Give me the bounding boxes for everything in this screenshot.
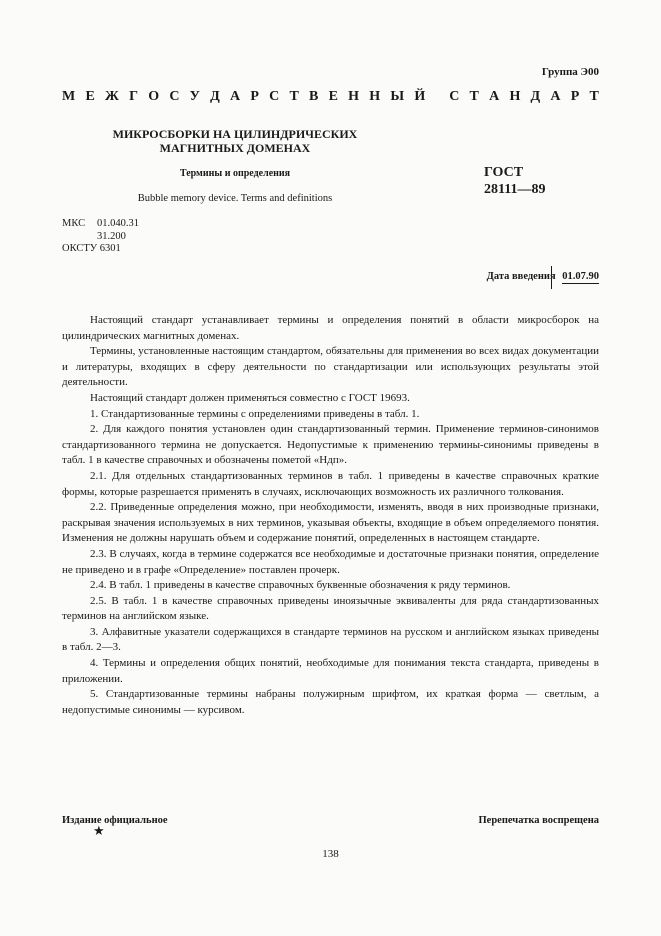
series-title-letter: Д [530,89,541,104]
series-title-letter: Й [414,89,426,104]
classifier-codes [62,218,139,256]
title-line-2: МАГНИТНЫХ ДОМЕНАХ [159,141,311,155]
series-title-letter [435,89,439,105]
series-title-letter: С [449,89,460,104]
series-title-letter: Е [328,89,338,104]
body-paragraph: 2.3. В случаях, когда в термине содержатся все необходимые и достаточные признаки понятия, определение не приведено и в графе «Определение» поставлен прочерк. [62,547,599,576]
english-title: Bubble memory device. Terms and definitions [137,193,333,204]
reprint-notice: Перепечатка воспрещена [478,815,599,826]
classifier-value: ОКСТУ 6301 [62,243,121,254]
body-paragraph: Термины, установленные настоящим стандартом, обязательны для применения во всех видах документации и литературы, входящих в сферу деятельности по стандартизации или использующих результаты этой деятельности. [62,345,599,389]
gost-number: 28111—89 [484,182,546,197]
classifier-key [62,231,97,244]
series-title-letter: Н [348,89,360,104]
classifier-key: МКС [62,218,86,229]
body-paragraph: 3. Алфавитные указатели содержащихся в стандарте терминов на русском и английском языках приведены в табл. 2—3. [62,625,599,654]
series-title-letter: Ж [105,89,119,104]
series-title-letter: Т [469,89,479,104]
body-paragraph: Настоящий стандарт должен применяться совместно с ГОСТ 19693. [90,391,410,404]
series-title-letter: Р [570,89,580,104]
page-number: 138 [322,848,339,860]
series-title-letter: Т [289,89,299,104]
classifier-row [62,218,139,231]
gost-label: ГОСТ [484,165,524,180]
series-title-letter: А [230,89,241,104]
series-title [62,89,599,105]
edition-label: Издание официальное [62,815,168,826]
series-title-letter: О [148,89,160,104]
series-title-letter: А [550,89,561,104]
body-paragraph: 2.4. В табл. 1 приведены в качестве справочных буквенные обозначения к ряду терминов. [90,579,511,592]
body-paragraph: 5. Стандартизованные термины набраны полужирным шрифтом, их краткая форма — светлым, а недопустимые синонимы — курсивом. [62,688,599,716]
star-icon: ★ [93,823,105,838]
series-title-letter: Т [589,89,599,104]
series-title-letter: Р [250,89,259,104]
series-title-letter: С [269,89,280,104]
classifier-row [62,243,139,256]
classifier-value: 01.040.31 [97,218,139,229]
body-text [62,313,599,718]
document-title [110,127,360,155]
series-title-letter: М [62,89,76,104]
body-paragraph: 4. Термины и определения общих понятий, необходимые для понимания текста стандарта, приведены в приложении. [62,657,599,685]
series-title-letter: А [489,89,500,104]
document-subtitle: Термины и определения [179,168,291,179]
classifier-value: 31.200 [97,230,126,242]
classifier-row [62,231,139,244]
series-title-letter: Н [509,89,521,104]
effective-date-label: Дата введения [486,271,556,282]
group-label: Группа Э00 [541,66,599,78]
body-paragraph: Настоящий стандарт устанавливает термины и определения понятий в области микросборок на цилиндрических магнитных доменах. [62,314,599,342]
body-paragraph: 2.2. Приведенные определения можно, при необходимости, изменять, вводя в них производные признаки, раскрывая значения используемых в них терминов, указывая объекты, входящие в объем определяемого понятия. Изменения не должны нарушать объем и содержание понятий, определенных в настоящем стандарте. [62,501,599,545]
effective-date-value: 01.07.90 [562,271,599,282]
series-title-letter: Е [85,89,95,104]
body-paragraph: 2.5. В табл. 1 в качестве справочных приведены иноязычные эквиваленты для ряда стандартизованных терминов на английском языке. [62,594,599,623]
body-paragraph: 1. Стандартизованные термины с определениями приведены в табл. 1. [90,407,420,420]
series-title-letter: С [169,89,180,104]
effective-date-block [487,271,599,282]
series-title-letter: Н [369,89,381,104]
series-title-letter: У [189,89,200,104]
body-paragraph: 2.1. Для отдельных стандартизованных терминов в табл. 1 приведены в качестве справочных краткие формы, которые разрешается применять в случаях, исключающих возможность их различного толкования. [62,469,599,498]
series-title-letter: Ы [390,89,405,104]
series-title-letter: В [309,89,319,104]
series-title-letter: Д [210,89,220,104]
series-title-letter: Г [129,89,138,104]
body-paragraph: 2. Для каждого понятия установлен один стандартизованный термин. Применение терминов-синонимов стандартизованного термина не допускается. Недопустимые к применению термины-синонимы приведены в табл. 1 в качестве справочных и обозначены пометой «Ндп». [62,423,599,467]
gost-designation [484,164,545,198]
title-line-1: МИКРОСБОРКИ НА ЦИЛИНДРИЧЕСКИХ [112,127,358,141]
